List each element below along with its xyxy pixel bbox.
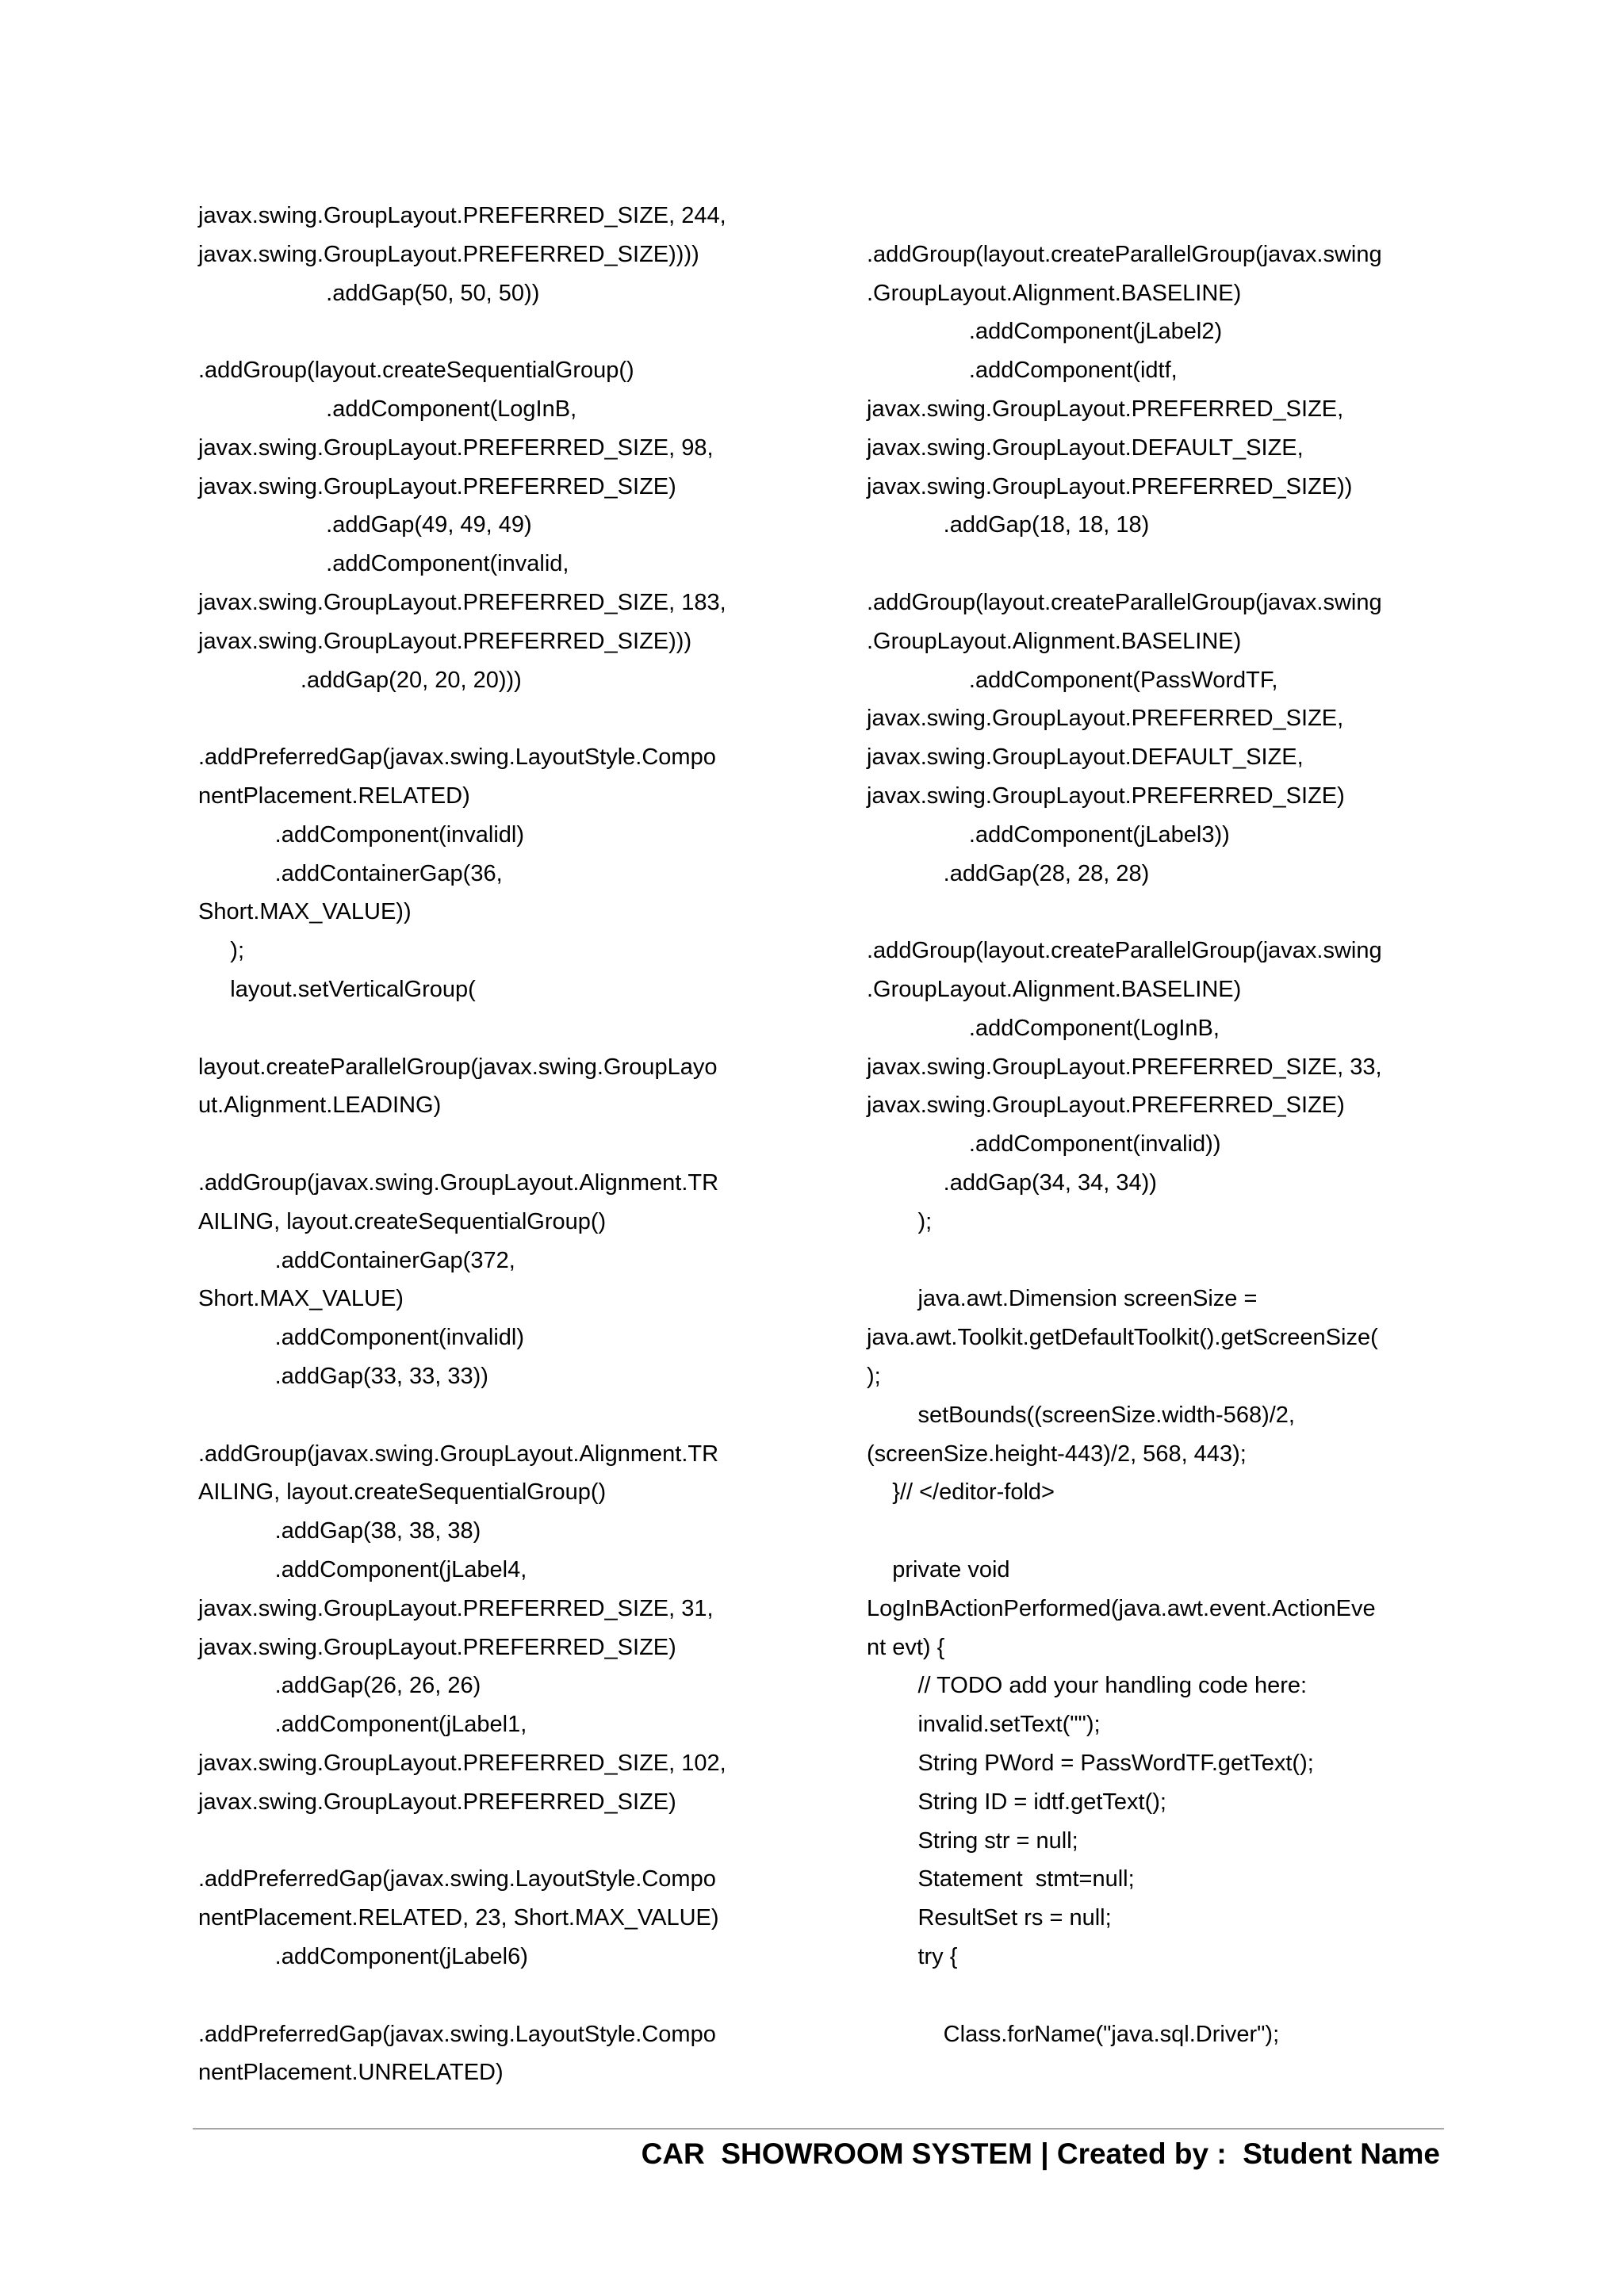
- code-line: .addComponent(LogInB,: [867, 1015, 1220, 1041]
- code-line: private void: [867, 1557, 1010, 1582]
- code-line: .addComponent(invalid,: [198, 551, 569, 577]
- code-line: .addGroup(javax.swing.GroupLayout.Alignment.TR: [198, 1441, 719, 1467]
- code-line: .addPreferredGap(javax.swing.LayoutStyle.Compo: [198, 2021, 716, 2047]
- code-line: .addGap(38, 38, 38): [198, 1518, 481, 1544]
- code-line: javax.swing.GroupLayout.PREFERRED_SIZE, 98,: [198, 434, 714, 461]
- code-line: .addGap(49, 49, 49): [198, 512, 532, 538]
- code-line: .addPreferredGap(javax.swing.LayoutStyle.Compo: [198, 744, 716, 771]
- code-line: }// </editor-fold>: [867, 1479, 1055, 1506]
- code-line: Class.forName("java.sql.Driver");: [867, 2021, 1280, 2047]
- code-line: javax.swing.GroupLayout.PREFERRED_SIZE, 33,: [867, 1054, 1382, 1080]
- code-line: .addComponent(jLabel6): [198, 1944, 528, 1969]
- code-line: Statement stmt=null;: [867, 1866, 1135, 1892]
- footer-rule: [193, 2128, 1444, 2130]
- code-line: Short.MAX_VALUE): [198, 1286, 404, 1312]
- code-line: javax.swing.GroupLayout.PREFERRED_SIZE): [198, 1634, 676, 1660]
- code-line: AILING, layout.createSequentialGroup(): [198, 1479, 607, 1506]
- code-line: .addComponent(invalidl): [198, 1325, 525, 1351]
- code-line: .addComponent(LogInB,: [198, 396, 577, 422]
- code-line: javax.swing.GroupLayout.PREFERRED_SIZE,: [867, 706, 1344, 732]
- code-line: .addContainerGap(372,: [198, 1247, 515, 1273]
- code-line: String ID = idtf.getText();: [867, 1789, 1166, 1815]
- code-line: javax.swing.GroupLayout.PREFERRED_SIZE, 31,: [198, 1595, 714, 1621]
- code-line: layout.createParallelGroup(javax.swing.GroupLayo: [198, 1054, 718, 1080]
- code-line: .addComponent(jLabel3)): [867, 821, 1230, 848]
- code-line: (screenSize.height-443)/2, 568, 443);: [867, 1441, 1247, 1467]
- code-line: .GroupLayout.Alignment.BASELINE): [867, 280, 1242, 306]
- code-line: .addGroup(layout.createParallelGroup(javax.swing: [867, 938, 1382, 964]
- code-line: String str = null;: [867, 1827, 1078, 1854]
- code-line: .addPreferredGap(javax.swing.LayoutStyle.Compo: [198, 1866, 716, 1892]
- code-line: javax.swing.GroupLayout.PREFERRED_SIZE): [198, 473, 676, 499]
- code-line: .addComponent(jLabel2): [867, 319, 1223, 345]
- code-line: javax.swing.GroupLayout.DEFAULT_SIZE,: [867, 744, 1304, 771]
- code-line: java.awt.Toolkit.getDefaultToolkit().getScreenSize(: [867, 1325, 1378, 1351]
- code-line: .GroupLayout.Alignment.BASELINE): [867, 977, 1242, 1002]
- code-line: java.awt.Dimension screenSize =: [867, 1286, 1258, 1312]
- code-line: setBounds((screenSize.width-568)/2,: [867, 1402, 1295, 1428]
- code-line: javax.swing.GroupLayout.PREFERRED_SIZE): [867, 783, 1345, 809]
- code-line: javax.swing.GroupLayout.PREFERRED_SIZE, 244,: [198, 203, 726, 228]
- code-line: // TODO add your handling code here:: [867, 1673, 1308, 1699]
- code-line: .addComponent(PassWordTF,: [867, 667, 1278, 693]
- code-line: .addComponent(jLabel4,: [198, 1557, 527, 1582]
- code-line: LogInBActionPerformed(java.awt.event.ActionEve: [867, 1595, 1376, 1621]
- code-line: layout.setVerticalGroup(: [198, 977, 476, 1002]
- code-line: javax.swing.GroupLayout.PREFERRED_SIZE))): [198, 628, 692, 654]
- code-line: ResultSet rs = null;: [867, 1905, 1112, 1931]
- code-line: javax.swing.GroupLayout.PREFERRED_SIZE): [198, 1789, 676, 1815]
- code-line: .addGap(20, 20, 20))): [198, 667, 522, 693]
- code-line: .addComponent(invalid)): [867, 1131, 1221, 1158]
- code-line: javax.swing.GroupLayout.DEFAULT_SIZE,: [867, 434, 1304, 461]
- code-line: ut.Alignment.LEADING): [198, 1093, 442, 1119]
- code-line: .addComponent(idtf,: [867, 358, 1178, 384]
- code-line: .addGap(33, 33, 33)): [198, 1364, 488, 1389]
- code-line: .addGroup(javax.swing.GroupLayout.Alignment.TR: [198, 1170, 719, 1196]
- code-line: javax.swing.GroupLayout.PREFERRED_SIZE)): [867, 473, 1353, 499]
- code-line: .addGap(26, 26, 26): [198, 1673, 481, 1699]
- code-line: Short.MAX_VALUE)): [198, 899, 412, 925]
- code-line: );: [867, 1364, 881, 1389]
- code-line: .addGroup(layout.createParallelGroup(javax.swing: [867, 590, 1382, 615]
- code-line: .addGroup(layout.createParallelGroup(javax.swing: [867, 241, 1382, 267]
- code-line: nentPlacement.RELATED): [198, 783, 470, 809]
- code-line: .addContainerGap(36,: [198, 860, 503, 886]
- page-footer: CAR SHOWROOM SYSTEM | Created by : Student Name: [641, 2137, 1440, 2170]
- code-line: .addComponent(jLabel1,: [198, 1712, 527, 1738]
- code-line: AILING, layout.createSequentialGroup(): [198, 1208, 607, 1234]
- code-line: invalid.setText("");: [867, 1712, 1101, 1738]
- code-line: javax.swing.GroupLayout.PREFERRED_SIZE): [867, 1093, 1345, 1119]
- code-line: String PWord = PassWordTF.getText();: [867, 1751, 1314, 1776]
- code-line: try {: [867, 1944, 958, 1969]
- code-line: );: [867, 1208, 933, 1234]
- code-line: javax.swing.GroupLayout.PREFERRED_SIZE, 183,: [198, 590, 726, 615]
- code-line: nt evt) {: [867, 1634, 945, 1660]
- code-line: .addGroup(layout.createSequentialGroup(): [198, 358, 634, 384]
- code-line: .addComponent(invalidl): [198, 821, 525, 848]
- code-line: javax.swing.GroupLayout.PREFERRED_SIZE, 102,: [198, 1751, 726, 1776]
- code-line: .addGap(18, 18, 18): [867, 512, 1150, 538]
- code-line: .GroupLayout.Alignment.BASELINE): [867, 628, 1242, 654]
- code-line: .addGap(50, 50, 50)): [198, 280, 540, 306]
- code-line: .addGap(34, 34, 34)): [867, 1170, 1157, 1196]
- code-line: javax.swing.GroupLayout.PREFERRED_SIZE,: [867, 396, 1344, 422]
- code-line: nentPlacement.RELATED, 23, Short.MAX_VALUE): [198, 1905, 719, 1931]
- code-line: nentPlacement.UNRELATED): [198, 2060, 504, 2086]
- code-line: javax.swing.GroupLayout.PREFERRED_SIZE)))): [198, 241, 699, 267]
- code-line: .addGap(28, 28, 28): [867, 860, 1150, 886]
- code-line: );: [198, 938, 244, 964]
